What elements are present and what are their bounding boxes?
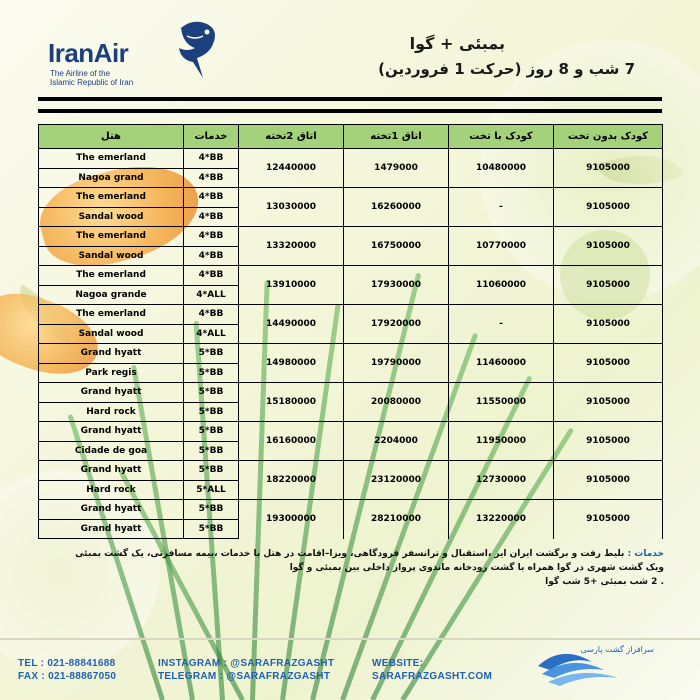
logo-tagline <box>50 69 133 87</box>
double-room-price-cell: 13320000 <box>239 227 344 266</box>
service-cell: 4*ALL <box>184 285 239 305</box>
hotel-cell: Grand hyatt <box>39 500 184 520</box>
child-with-bed-price-cell: 13220000 <box>449 500 554 539</box>
service-cell: 5*BB <box>184 461 239 481</box>
service-cell: 5*BB <box>184 519 239 539</box>
child-no-bed-price-cell: 9105000 <box>554 266 663 305</box>
double-room-price-cell: 12440000 <box>239 149 344 188</box>
iranair-logo <box>48 14 228 86</box>
hotel-cell: Nagoa grande <box>39 285 184 305</box>
logo-tagline-line2: Islamic Republic of Iran <box>50 78 134 87</box>
column-header-child-with-bed: کودک با تخت <box>449 125 554 149</box>
table-row <box>39 227 663 247</box>
website-label: WEBSITE: <box>372 658 424 669</box>
services-description <box>24 547 664 589</box>
services-line-3: . 2 شب بمبئی +5 شب گوا <box>545 577 664 587</box>
hotel-cell: Park regis <box>39 363 184 383</box>
child-with-bed-price-cell: 11060000 <box>449 266 554 305</box>
child-no-bed-price-cell: 9105000 <box>554 500 663 539</box>
services-line-1 <box>24 547 664 561</box>
child-with-bed-price-cell: 11550000 <box>449 383 554 422</box>
hotel-cell: The emerland <box>39 227 184 247</box>
single-room-price-cell: 23120000 <box>344 461 449 500</box>
contact-tel: TEL : 021-88841688 <box>18 658 116 669</box>
hotel-cell: Grand hyatt <box>39 519 184 539</box>
single-room-price-cell: 2204000 <box>344 422 449 461</box>
services-label: خدمات : <box>627 549 664 559</box>
service-cell: 4*BB <box>184 168 239 188</box>
single-room-price-cell: 28210000 <box>344 500 449 539</box>
hotel-cell: The emerland <box>39 188 184 208</box>
double-room-price-cell: 15180000 <box>239 383 344 422</box>
page-subtitle: 7 شب و 8 روز (حرکت 1 فروردین) <box>378 60 635 78</box>
service-cell: 5*BB <box>184 383 239 403</box>
table-row <box>39 188 663 208</box>
single-room-price-cell: 1479000 <box>344 149 449 188</box>
header-divider-bottom <box>38 109 662 113</box>
service-cell: 5*BB <box>184 402 239 422</box>
table-body <box>39 149 663 539</box>
table-row <box>39 344 663 364</box>
hotel-cell: Sandal wood <box>39 207 184 227</box>
homa-bird-icon <box>173 18 223 80</box>
child-with-bed-price-cell: 10480000 <box>449 149 554 188</box>
logo-wordmark: IranAir <box>48 38 129 68</box>
single-room-price-cell: 16260000 <box>344 188 449 227</box>
services-text-1: بلیط رفت و برگشت ایران ایر ،استقبال و ترانسفر فرودگاهی، ویزا–اقامت در هتل با خدمات ،بیمه مسافرتی، یک گشت بمبئی <box>75 549 625 559</box>
child-no-bed-price-cell: 9105000 <box>554 461 663 500</box>
table-row <box>39 461 663 481</box>
services-line-2: ویک گشت شهری در گوا همراه با گشت رودخانه ماندوی پرواز داخلی بین بمبئی و گوا <box>289 563 664 573</box>
hotel-cell: Grand hyatt <box>39 461 184 481</box>
column-header-child-no-bed: کودک بدون تخت <box>554 125 663 149</box>
table-header-row <box>39 125 663 149</box>
child-no-bed-price-cell: 9105000 <box>554 383 663 422</box>
column-header-hotel: هتل <box>39 125 184 149</box>
service-cell: 4*BB <box>184 149 239 169</box>
contact-fax: FAX : 021-88867050 <box>18 671 117 682</box>
hotel-cell: Cidade de goa <box>39 441 184 461</box>
table-row <box>39 383 663 403</box>
double-room-price-cell: 16160000 <box>239 422 344 461</box>
service-cell: 4*BB <box>184 227 239 247</box>
service-cell: 5*BB <box>184 441 239 461</box>
child-no-bed-price-cell: 9105000 <box>554 305 663 344</box>
child-no-bed-price-cell: 9105000 <box>554 227 663 266</box>
table-row <box>39 149 663 169</box>
hotel-cell: The emerland <box>39 266 184 286</box>
hotel-cell: Grand hyatt <box>39 383 184 403</box>
hotel-cell: The emerland <box>39 305 184 325</box>
child-with-bed-price-cell: 10770000 <box>449 227 554 266</box>
hotel-cell: Grand hyatt <box>39 344 184 364</box>
child-no-bed-price-cell: 9105000 <box>554 344 663 383</box>
child-with-bed-price-cell: 11950000 <box>449 422 554 461</box>
single-room-price-cell: 17930000 <box>344 266 449 305</box>
brand-name: سرافراز گشت پارسی <box>580 645 654 654</box>
child-with-bed-price-cell: - <box>449 188 554 227</box>
service-cell: 4*BB <box>184 246 239 266</box>
service-cell: 5*BB <box>184 344 239 364</box>
double-room-price-cell: 13910000 <box>239 266 344 305</box>
double-room-price-cell: 14490000 <box>239 305 344 344</box>
column-header-double-room: اتاق 2تخته <box>239 125 344 149</box>
double-room-price-cell: 19300000 <box>239 500 344 539</box>
service-cell: 4*BB <box>184 207 239 227</box>
header-divider-top <box>38 97 662 101</box>
hotel-cell: Hard rock <box>39 480 184 500</box>
service-cell: 4*BB <box>184 188 239 208</box>
contact-telegram[interactable]: TELEGRAM : @SARAFRAZGASHT <box>158 671 331 682</box>
double-room-price-cell: 18220000 <box>239 461 344 500</box>
hotel-cell: Sandal wood <box>39 324 184 344</box>
service-cell: 5*ALL <box>184 480 239 500</box>
hotel-cell: Grand hyatt <box>39 422 184 442</box>
child-with-bed-price-cell: 12730000 <box>449 461 554 500</box>
service-cell: 4*ALL <box>184 324 239 344</box>
hotel-cell: Sandal wood <box>39 246 184 266</box>
child-no-bed-price-cell: 9105000 <box>554 422 663 461</box>
table-row <box>39 266 663 286</box>
hotel-cell: Hard rock <box>39 402 184 422</box>
hotel-cell: The emerland <box>39 149 184 169</box>
logo-tagline-line1: The Airline of the <box>50 69 111 78</box>
single-room-price-cell: 20080000 <box>344 383 449 422</box>
child-no-bed-price-cell: 9105000 <box>554 188 663 227</box>
double-room-price-cell: 13030000 <box>239 188 344 227</box>
column-header-services: خدمات <box>184 125 239 149</box>
single-room-price-cell: 19790000 <box>344 344 449 383</box>
hotel-cell: Nagoa grand <box>39 168 184 188</box>
website-link[interactable]: SARAFRAZGASHT.COM <box>372 671 493 682</box>
double-room-price-cell: 14980000 <box>239 344 344 383</box>
service-cell: 4*BB <box>184 266 239 286</box>
column-header-single-room: اتاق 1تخته <box>344 125 449 149</box>
child-with-bed-price-cell: 11460000 <box>449 344 554 383</box>
price-table <box>38 124 663 539</box>
table-row <box>39 422 663 442</box>
table-row <box>39 305 663 325</box>
page-title: بمبئی + گوا <box>409 34 505 53</box>
service-cell: 5*BB <box>184 363 239 383</box>
single-room-price-cell: 17920000 <box>344 305 449 344</box>
service-cell: 5*BB <box>184 422 239 442</box>
service-cell: 4*BB <box>184 305 239 325</box>
child-no-bed-price-cell: 9105000 <box>554 149 663 188</box>
service-cell: 5*BB <box>184 500 239 520</box>
contact-instagram[interactable]: INSTAGRAM : @SARAFRAZGASHT <box>158 658 335 669</box>
single-room-price-cell: 16750000 <box>344 227 449 266</box>
table-row <box>39 500 663 520</box>
child-with-bed-price-cell: - <box>449 305 554 344</box>
